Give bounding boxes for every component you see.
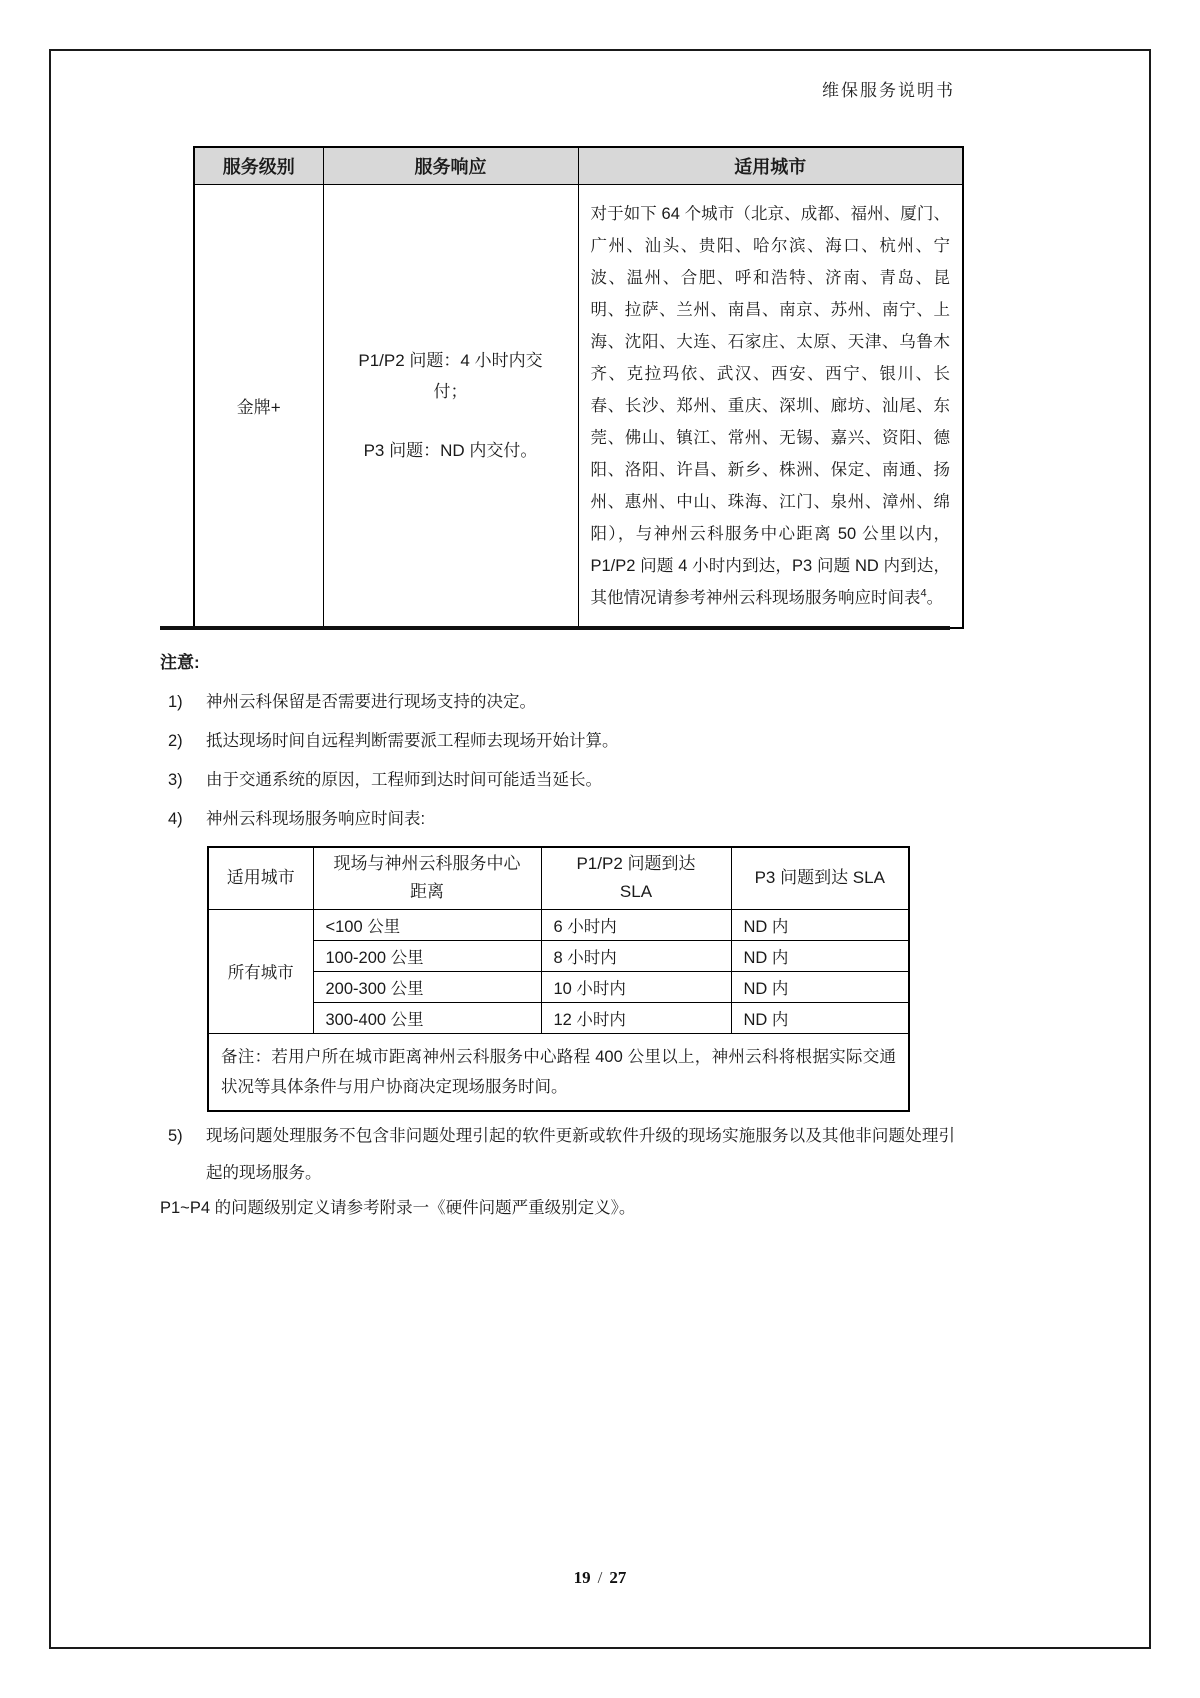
header-distance: 现场与神州云科服务中心距离: [313, 847, 541, 909]
note-number: 4): [168, 810, 183, 828]
p1p2-sla-cell: 10 小时内: [541, 971, 731, 1002]
note-item-4: [168, 809, 425, 829]
document-header-title: 维保服务说明书: [822, 81, 955, 100]
p3-sla-cell: ND 内: [731, 909, 909, 940]
page-footer: [0, 1568, 1200, 1588]
sla-response-table: [207, 846, 910, 1112]
page-number-total: 27: [609, 1568, 627, 1587]
cities-paragraph: 对于如下 64 个城市（北京、成都、福州、厦门、广州、汕头、贵阳、哈尔滨、海口、杭州、宁波、温州、合肥、呼和浩特、济南、青岛、昆明、拉萨、兰州、南昌、南京、苏州、南宁、上海、沈阳、大连、石家庄、太原、天津、乌鲁木齐、克拉玛依、武汉、西安、西宁、银川、长春、长沙、郑州、重庆、深圳、廊坊、汕尾、东莞、佛山、镇江、常州、无锡、嘉兴、资阳、德阳、洛阳、许昌、新乡、株洲、保定、南通、扬州、惠州、中山、珠海、江门、泉州、漳州、绵阳），与神州云科服务中心距离 50 公里以内，P1/P2 问题 4 小时内到达，P3 问题 ND 内到达，其他情况请参考神州云科现场服务响应时间表: [590, 204, 950, 607]
notes-title: 注意:: [160, 653, 200, 672]
header-p1p2-sla: P1/P2 问题到达 SLA: [541, 847, 731, 909]
p1p2-sla-cell: 12 小时内: [541, 1002, 731, 1033]
remark-cell: 备注：若用户所在城市距离神州云科服务中心路程 400 公里以上，神州云科将根据实际交通状况等具体条件与用户协商决定现场服务时间。: [208, 1033, 909, 1111]
distance-cell: 300-400 公里: [313, 1002, 541, 1033]
footnote-ref: 4: [920, 587, 927, 599]
note-text: 抵达现场时间自远程判断需要派工程师去现场开始计算。: [206, 732, 619, 750]
note-text: 现场问题处理服务不包含非问题处理引起的软件更新或软件升级的现场实施服务以及其他非问题处理引起的现场服务。: [206, 1127, 955, 1182]
sla-table-row: [208, 909, 909, 940]
section-divider: [160, 626, 950, 630]
note-text: 神州云科保留是否需要进行现场支持的决定。: [206, 693, 536, 711]
service-table-row: [194, 184, 963, 628]
header-service-response: 服务响应: [323, 147, 578, 184]
applicable-cities-cell: [578, 184, 963, 628]
service-response-cell: [323, 184, 578, 628]
p1p2-sla-cell: 8 小时内: [541, 940, 731, 971]
response-line-p3: P3 问题：ND 内交付。: [363, 441, 538, 460]
header-service-level: 服务级别: [194, 147, 323, 184]
service-table-header-row: [194, 147, 963, 184]
sla-table-header-row: [208, 847, 909, 909]
city-scope-cell: 所有城市: [208, 909, 313, 1033]
sla-table-remark-row: [208, 1033, 909, 1111]
p3-sla-cell: ND 内: [731, 971, 909, 1002]
note-number: 2): [168, 732, 183, 750]
note-number: 1): [168, 693, 183, 711]
note-number: 5): [168, 1127, 183, 1145]
note-item-2: [168, 731, 619, 751]
header-p3-sla: P3 问题到达 SLA: [731, 847, 909, 909]
closing-paragraph: P1~P4 的问题级别定义请参考附录一《硬件问题严重级别定义》。: [160, 1199, 636, 1217]
cities-paragraph-end: 。: [926, 588, 944, 607]
p1p2-sla-cell: 6 小时内: [541, 909, 731, 940]
distance-cell: 200-300 公里: [313, 971, 541, 1002]
distance-cell: <100 公里: [313, 909, 541, 940]
note-text: 神州云科现场服务响应时间表:: [206, 810, 426, 828]
note-item-5: [168, 1118, 955, 1192]
header-applicable-cities: 适用城市: [578, 147, 963, 184]
sla-table-row: [208, 1002, 909, 1033]
distance-cell: 100-200 公里: [313, 940, 541, 971]
note-number: 3): [168, 771, 183, 789]
note-text: 由于交通系统的原因，工程师到达时间可能适当延长。: [206, 771, 602, 789]
sla-table-row: [208, 940, 909, 971]
service-level-table: [193, 146, 964, 629]
note-item-1: [168, 692, 536, 712]
response-line-p1p2: P1/P2 问题：4 小时内交付；: [358, 351, 543, 401]
p3-sla-cell: ND 内: [731, 1002, 909, 1033]
header-cities: 适用城市: [208, 847, 313, 909]
note-item-3: [168, 770, 602, 790]
service-level-cell: 金牌+: [194, 184, 323, 628]
p3-sla-cell: ND 内: [731, 940, 909, 971]
sla-table-row: [208, 971, 909, 1002]
page-number-current: 19: [573, 1568, 591, 1587]
page-number-separator: /: [597, 1568, 603, 1587]
